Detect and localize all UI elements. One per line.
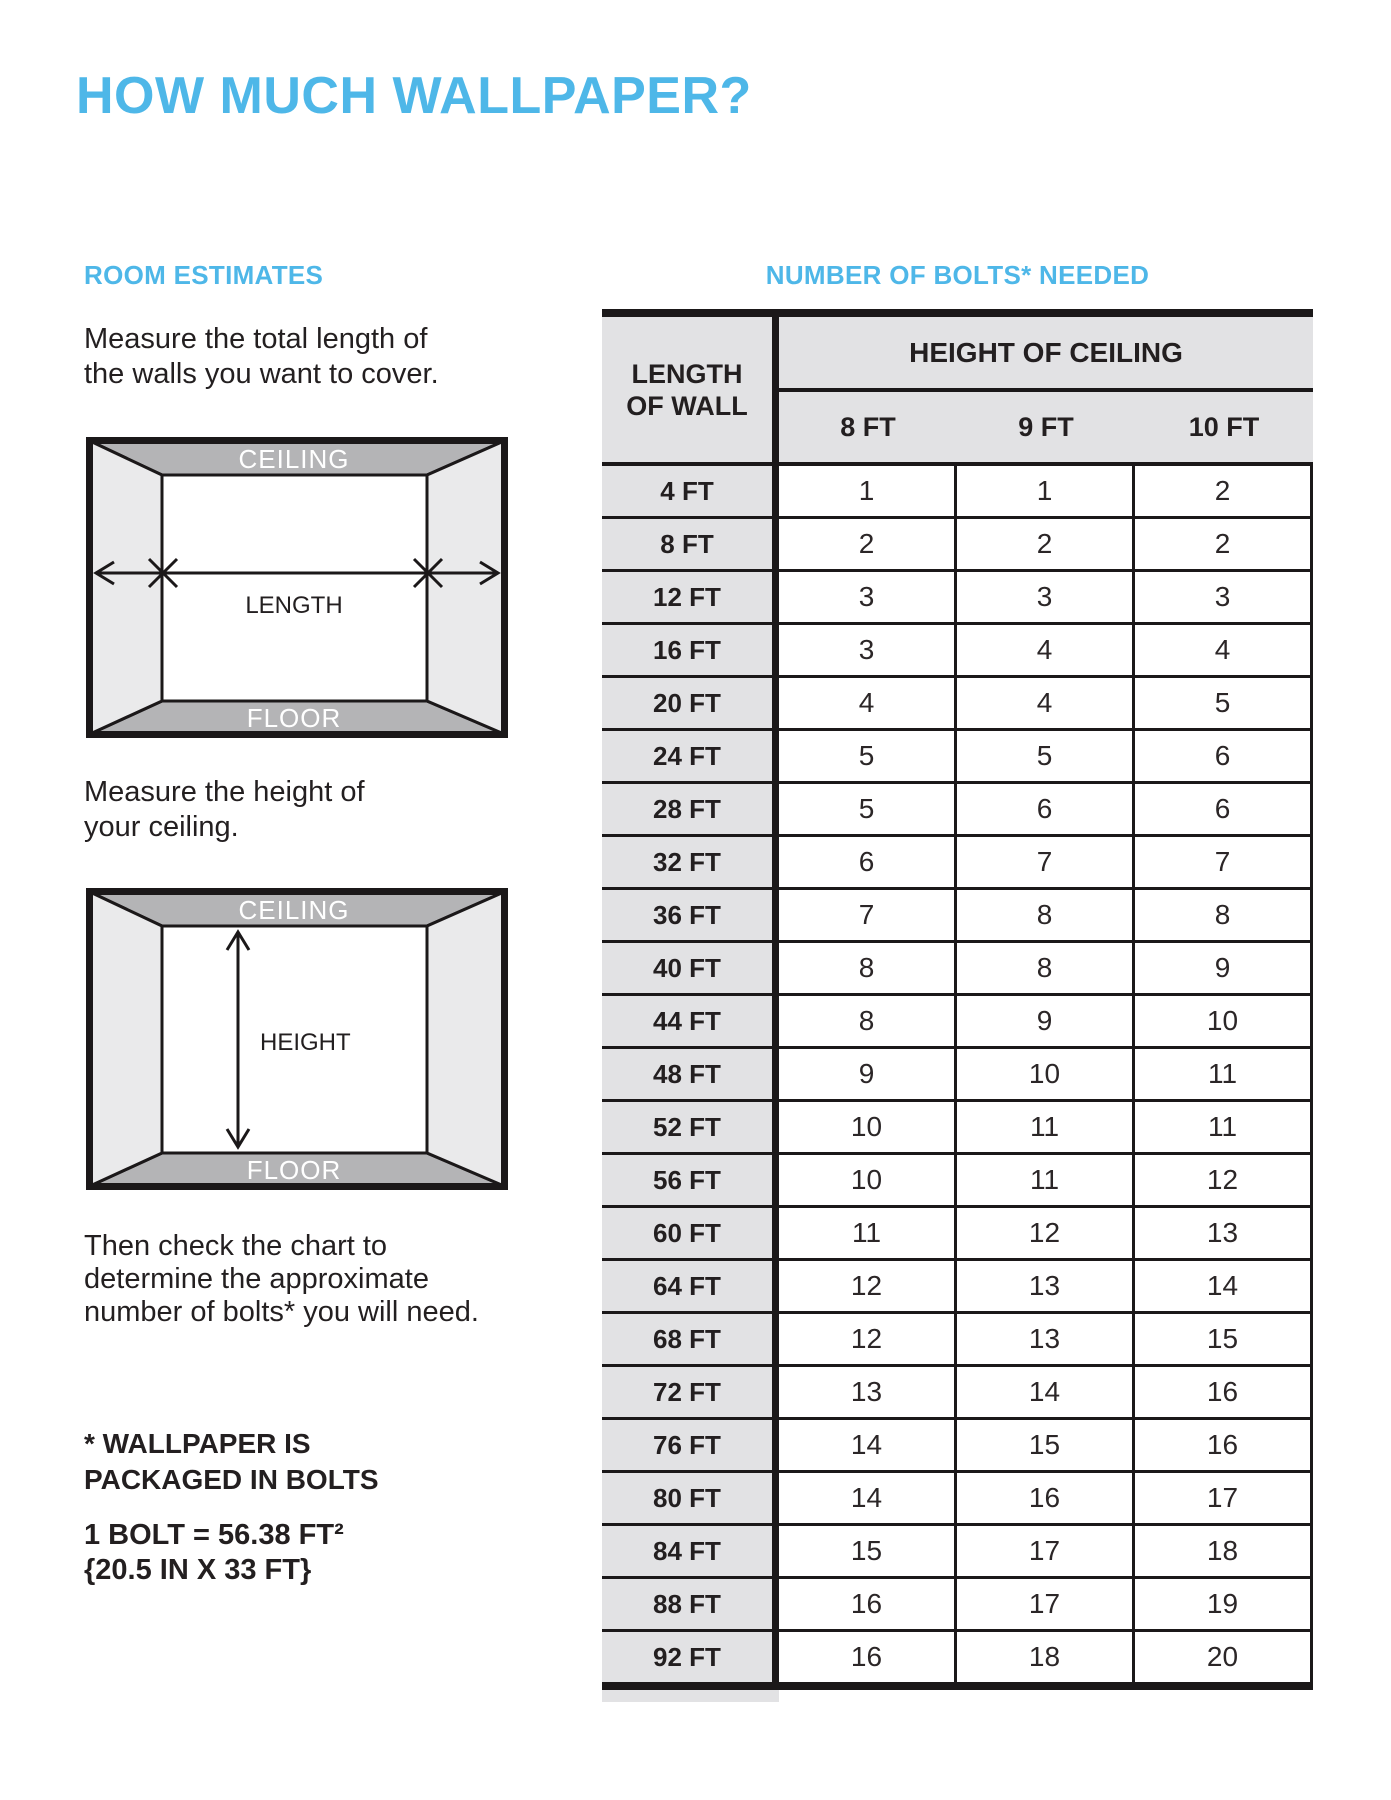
bolt-count-cell: 2: [954, 519, 1132, 569]
bolt-count-cell: 2: [1132, 466, 1310, 516]
bolt-count-cell: 13: [954, 1261, 1132, 1311]
table-bottom-sliver: [602, 1690, 779, 1702]
table-bottom-bar: [602, 1682, 1313, 1690]
bolt-count-cell: 4: [779, 678, 954, 728]
bolt-count-cell: 7: [1132, 837, 1310, 887]
table-row: [602, 466, 1313, 516]
bolt-count-cell: 15: [954, 1420, 1132, 1470]
table-row: [602, 1523, 1313, 1576]
table-body: [602, 466, 1313, 1682]
row-length-label: 52 FT: [602, 1102, 779, 1152]
bolt-count-cell: 8: [779, 943, 954, 993]
left-wall-panel: [90, 441, 162, 734]
bolt-count-cell: 11: [1132, 1049, 1310, 1099]
instruction-line: number of bolts* you will need.: [84, 1296, 479, 1328]
row-length-label: 24 FT: [602, 731, 779, 781]
bolt-count-cell: 11: [779, 1208, 954, 1258]
bolt-count-cell: 6: [1132, 731, 1310, 781]
length-label: LENGTH: [245, 592, 343, 619]
bolt-count-cell: 4: [1132, 625, 1310, 675]
floor-label: FLOOR: [246, 703, 342, 733]
table-row: [602, 1629, 1313, 1682]
bolt-count-cell: 9: [954, 996, 1132, 1046]
bolt-count-cell: 3: [779, 625, 954, 675]
bolt-count-cell: 12: [779, 1314, 954, 1364]
table-row: [602, 1205, 1313, 1258]
bolt-count-cell: 6: [954, 784, 1132, 834]
bolt-count-cell: 13: [954, 1314, 1132, 1364]
footnote-line: * WALLPAPER IS: [84, 1428, 311, 1459]
table-row: [602, 887, 1313, 940]
table-row: [602, 622, 1313, 675]
bolt-count-cell: 13: [1132, 1208, 1310, 1258]
row-length-label: 20 FT: [602, 678, 779, 728]
bolt-count-cell: 16: [954, 1473, 1132, 1523]
right-wall-panel: [427, 441, 504, 734]
bolt-count-cell: 3: [779, 572, 954, 622]
table-row: [602, 1364, 1313, 1417]
bolt-count-cell: 16: [779, 1579, 954, 1629]
bolt-count-cell: 20: [1132, 1632, 1310, 1682]
page-title: HOW MUCH WALLPAPER?: [76, 67, 752, 125]
table-row: [602, 675, 1313, 728]
table-row: [602, 781, 1313, 834]
instruction-line: determine the approximate: [84, 1263, 429, 1295]
bolts-needed-heading: NUMBER OF BOLTS* NEEDED: [765, 260, 1150, 290]
bolt-count-cell: 2: [779, 519, 954, 569]
bolt-count-cell: 18: [954, 1632, 1132, 1682]
ceiling-header-group: [779, 317, 1313, 462]
bolt-count-cell: 10: [779, 1102, 954, 1152]
row-length-label: 4 FT: [602, 466, 779, 516]
bolt-count-cell: 10: [954, 1049, 1132, 1099]
row-length-label: 36 FT: [602, 890, 779, 940]
bolts-footnote: [84, 1426, 379, 1498]
bolt-size-info: [84, 1518, 344, 1588]
table-row: [602, 834, 1313, 887]
room-height-diagram: [86, 888, 508, 1190]
bolt-count-cell: 14: [1132, 1261, 1310, 1311]
bolt-count-cell: 17: [954, 1526, 1132, 1576]
instruction-line: the walls you want to cover.: [84, 358, 439, 390]
left-wall-panel: [90, 892, 162, 1186]
bolt-count-cell: 15: [1132, 1314, 1310, 1364]
bolt-count-cell: 14: [779, 1420, 954, 1470]
bolt-size-line: {20.5 IN X 33 FT}: [84, 1554, 312, 1586]
bolt-count-cell: 13: [779, 1367, 954, 1417]
length-of-wall-header: [602, 317, 779, 462]
row-length-label: 16 FT: [602, 625, 779, 675]
height-label: HEIGHT: [260, 1029, 351, 1056]
instruction-line: Then check the chart to: [84, 1230, 388, 1262]
bolt-count-cell: 3: [1132, 572, 1310, 622]
table-top-bar: [602, 309, 1313, 317]
column-header-9ft: 9 FT: [1018, 411, 1074, 442]
table-row: [602, 1258, 1313, 1311]
row-length-label: 60 FT: [602, 1208, 779, 1258]
bolt-count-cell: 9: [1132, 943, 1310, 993]
bolt-count-cell: 8: [1132, 890, 1310, 940]
bolt-count-cell: 16: [1132, 1367, 1310, 1417]
row-length-label: 8 FT: [602, 519, 779, 569]
bolt-count-cell: 16: [779, 1632, 954, 1682]
row-length-label: 64 FT: [602, 1261, 779, 1311]
row-length-label: 44 FT: [602, 996, 779, 1046]
table-row: [602, 1311, 1313, 1364]
table-row: [602, 1417, 1313, 1470]
bolt-count-cell: 8: [954, 943, 1132, 993]
right-wall-panel: [427, 892, 504, 1186]
ceiling-label: CEILING: [238, 444, 350, 474]
row-length-label: 40 FT: [602, 943, 779, 993]
bolt-count-cell: 5: [1132, 678, 1310, 728]
row-length-label: 28 FT: [602, 784, 779, 834]
row-length-label: 12 FT: [602, 572, 779, 622]
bolt-count-cell: 1: [779, 466, 954, 516]
column-header-8ft: 8 FT: [840, 411, 896, 442]
row-length-label: 92 FT: [602, 1632, 779, 1682]
bolt-count-cell: 17: [954, 1579, 1132, 1629]
bolt-count-cell: 12: [954, 1208, 1132, 1258]
table-row: [602, 728, 1313, 781]
bolt-count-cell: 7: [954, 837, 1132, 887]
header-line: LENGTH: [631, 358, 743, 389]
bolt-count-cell: 2: [1132, 519, 1310, 569]
bolt-count-cell: 4: [954, 625, 1132, 675]
table-row: [602, 1046, 1313, 1099]
back-wall-panel: [162, 475, 427, 701]
bolt-count-cell: 11: [954, 1155, 1132, 1205]
bolt-count-cell: 4: [954, 678, 1132, 728]
ceiling-height-subheader-row: [779, 392, 1313, 462]
bolt-count-cell: 14: [779, 1473, 954, 1523]
bolt-count-cell: 1: [954, 466, 1132, 516]
instruction-measure-length: [84, 322, 439, 392]
bolts-table: [602, 309, 1313, 1702]
bolt-count-cell: 6: [779, 837, 954, 887]
table-row: [602, 993, 1313, 1046]
instruction-measure-height: [84, 775, 365, 845]
bolt-count-cell: 12: [1132, 1155, 1310, 1205]
row-length-label: 32 FT: [602, 837, 779, 887]
instruction-line: Measure the height of: [84, 776, 365, 808]
column-header-10ft: 10 FT: [1188, 411, 1260, 442]
bolt-count-cell: 14: [954, 1367, 1132, 1417]
table-row: [602, 1576, 1313, 1629]
row-length-label: 68 FT: [602, 1314, 779, 1364]
height-of-ceiling-header: HEIGHT OF CEILING: [779, 317, 1313, 392]
bolt-count-cell: 6: [1132, 784, 1310, 834]
bolt-count-cell: 7: [779, 890, 954, 940]
bolt-count-cell: 10: [779, 1155, 954, 1205]
instruction-line: Measure the total length of: [84, 323, 428, 355]
bolt-count-cell: 12: [779, 1261, 954, 1311]
bolt-count-cell: 8: [954, 890, 1132, 940]
row-length-label: 56 FT: [602, 1155, 779, 1205]
bolt-count-cell: 9: [779, 1049, 954, 1099]
table-row: [602, 940, 1313, 993]
table-row: [602, 1152, 1313, 1205]
bolt-count-cell: 5: [779, 784, 954, 834]
table-row: [602, 1099, 1313, 1152]
row-length-label: 76 FT: [602, 1420, 779, 1470]
bolt-count-cell: 19: [1132, 1579, 1310, 1629]
bolt-count-cell: 10: [1132, 996, 1310, 1046]
row-length-label: 84 FT: [602, 1526, 779, 1576]
table-header: [602, 317, 1313, 466]
bolt-count-cell: 3: [954, 572, 1132, 622]
table-row: [602, 1470, 1313, 1523]
room-estimates-heading: ROOM ESTIMATES: [84, 260, 324, 290]
row-length-label: 80 FT: [602, 1473, 779, 1523]
table-row: [602, 569, 1313, 622]
bolt-size-line: 1 BOLT = 56.38 FT²: [84, 1519, 344, 1551]
bolt-count-cell: 11: [954, 1102, 1132, 1152]
floor-label: FLOOR: [246, 1155, 342, 1185]
ceiling-label: CEILING: [238, 895, 350, 925]
instruction-line: your ceiling.: [84, 811, 239, 843]
row-length-label: 72 FT: [602, 1367, 779, 1417]
bolt-count-cell: 15: [779, 1526, 954, 1576]
bolt-count-cell: 17: [1132, 1473, 1310, 1523]
header-line: OF WALL: [626, 390, 748, 421]
bolt-count-cell: 16: [1132, 1420, 1310, 1470]
table-row: [602, 516, 1313, 569]
bolt-count-cell: 11: [1132, 1102, 1310, 1152]
bolt-count-cell: 18: [1132, 1526, 1310, 1576]
bolt-count-cell: 8: [779, 996, 954, 1046]
footnote-line: PACKAGED IN BOLTS: [84, 1464, 379, 1495]
instruction-check-chart: [84, 1230, 479, 1329]
row-length-label: 88 FT: [602, 1579, 779, 1629]
row-length-label: 48 FT: [602, 1049, 779, 1099]
bolt-count-cell: 5: [954, 731, 1132, 781]
room-length-diagram: [86, 437, 508, 738]
bolt-count-cell: 5: [779, 731, 954, 781]
